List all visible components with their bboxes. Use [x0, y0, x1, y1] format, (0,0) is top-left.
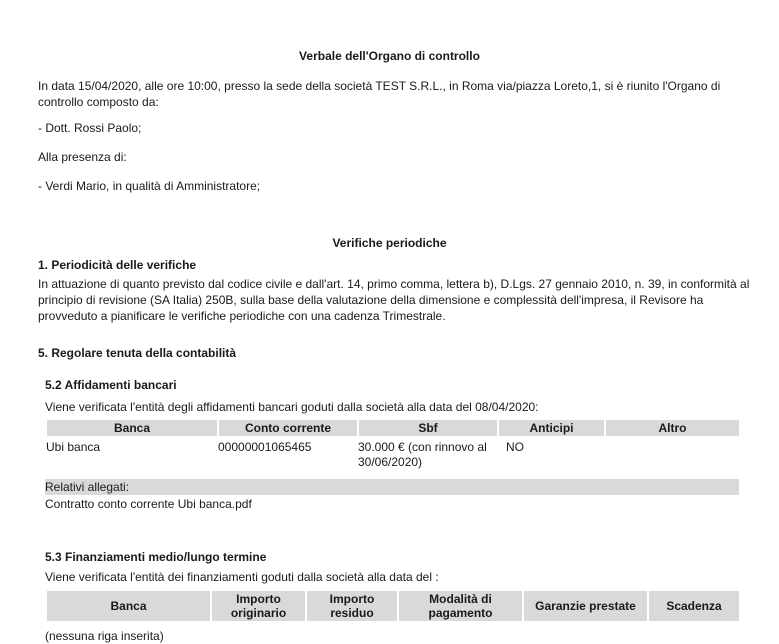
table-cell: 00000001065465	[218, 440, 312, 454]
attachment-file-link[interactable]: Contratto conto corrente Ubi banca.pdf	[45, 497, 252, 511]
table-cell: Ubi banca	[46, 440, 101, 454]
column-header: Conto corrente	[218, 419, 358, 437]
attachments-bar	[45, 479, 739, 495]
column-header: Altro	[605, 419, 740, 437]
section-1-text: In attuazione di quanto previsto dal codice civile e dall'art. 14, primo comma, lettera b), D.Lgs. 27 gennaio 2010, n. 39, in conformità al principio di revisione (SA Italia) 250B, sulla base della valutazione della dimensione e complessità dell'impresa, il Revisore ha provveduto a pianificare le verifiche periodiche con una cadenza Trimestrale.	[38, 277, 750, 323]
document-title: Verbale dell'Organo di controllo	[299, 49, 480, 63]
column-header: Importo originario	[211, 590, 306, 622]
section-5-3-heading: 5.3 Finanziamenti medio/lungo termine	[45, 550, 267, 564]
affidamenti-table	[45, 418, 741, 470]
table-header-row	[46, 419, 740, 437]
empty-table-note: (nessuna riga inserita)	[45, 629, 164, 643]
column-header: Importo residuo	[306, 590, 398, 622]
section-5-heading: 5. Regolare tenuta della contabilità	[38, 346, 237, 360]
column-header: Banca	[46, 590, 211, 622]
column-header: Sbf	[358, 419, 498, 437]
control-body-member: - Dott. Rossi Paolo;	[38, 121, 142, 135]
administrator-line: - Verdi Mario, in qualità di Amministratore;	[38, 179, 261, 193]
section-5-2-text: Viene verificata l'entità degli affidamenti bancari goduti dalla società alla data del 08/04/2020:	[45, 400, 539, 414]
table-header-row	[46, 590, 740, 622]
column-header: Banca	[46, 419, 218, 437]
table-cell: 30.000 € (con rinnovo al 30/06/2020)	[358, 440, 487, 469]
column-header: Scadenza	[648, 590, 740, 622]
table-cell	[605, 437, 740, 470]
column-header: Garanzie prestate	[523, 590, 648, 622]
attachments-label: Relativi allegati:	[45, 480, 130, 494]
intro-paragraph: In data 15/04/2020, alle ore 10:00, presso la sede della società TEST S.R.L., in Roma via/piazza Loreto,1, si è riunito l'Organo di controllo composto da:	[38, 79, 721, 109]
section-5-3-text: Viene verificata l'entità dei finanziamenti goduti dalla società alla data del :	[45, 570, 439, 584]
table-row	[46, 437, 740, 470]
column-header: Modalità di pagamento	[398, 590, 523, 622]
presence-label: Alla presenza di:	[38, 150, 127, 164]
table-cell: NO	[506, 440, 524, 454]
section-5-2-heading: 5.2 Affidamenti bancari	[45, 378, 177, 392]
section-1-heading: 1. Periodicità delle verifiche	[38, 258, 197, 272]
column-header: Anticipi	[498, 419, 605, 437]
verifiche-title: Verifiche periodiche	[332, 236, 447, 250]
finanziamenti-table	[45, 589, 741, 623]
